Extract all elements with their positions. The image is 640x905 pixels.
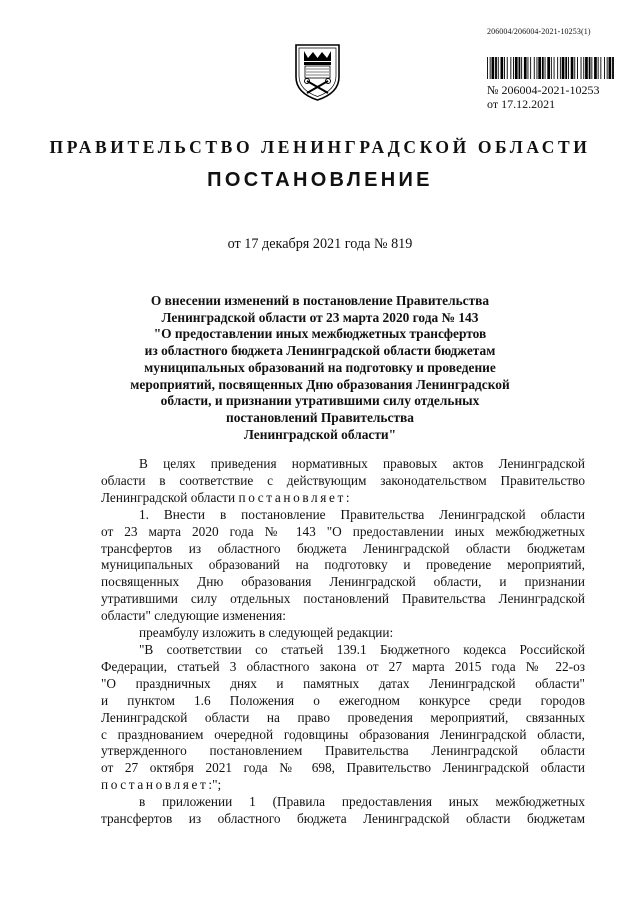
body-line: области в соответствие с действующим законодательством Правительство: [101, 472, 585, 488]
body-line: трансфертов из областного бюджета Ленинградской области бюджетам: [101, 811, 585, 827]
subject-line: постановлений Правительства: [226, 409, 414, 425]
body-line: Ленинградской области на право проведения мероприятий, связанных: [101, 709, 585, 725]
body-text: Ленинградской области: [101, 489, 239, 505]
subject-line: О внесении изменений в постановление Правительства: [150, 293, 490, 308]
document-subject: [120, 293, 520, 443]
body-line: муниципальных образований на подготовку и проведение мероприятий,: [101, 557, 585, 573]
resolution-word: постановляет: [238, 489, 346, 505]
subject-line: Ленинградской области": [243, 426, 397, 442]
document-id: 206004/206004-2021-10253(1): [487, 27, 591, 36]
government-title: ПРАВИТЕЛЬСТВО ЛЕНИНГРАДСКОЙ ОБЛАСТИ: [49, 137, 591, 157]
body-line: [101, 777, 585, 794]
subject-line: муниципальных образований на подготовку и проведение: [144, 359, 496, 375]
body-line: [101, 490, 585, 507]
body-line: утвержденного постановлением Правительства Ленинградской области: [101, 743, 585, 759]
coat-of-arms-icon: [291, 41, 344, 103]
body-line: с празднованием очередной годовщины образования Ленинградской области,: [101, 726, 585, 742]
body-line: от 23 марта 2020 года № 143 "О предоставлении иных межбюджетных: [101, 523, 585, 539]
document-body: [101, 456, 585, 828]
registration-date: от 17.12.2021: [487, 97, 556, 111]
body-line: Федерации, статьей 3 областного закона от 27 марта 2015 года № 22-оз: [101, 658, 585, 674]
body-line: "О праздничных днях и памятных датах Ленинградской области": [101, 675, 585, 691]
body-line: области" следующие изменения:: [101, 608, 286, 624]
body-line: в приложении 1 (Правила предоставления иных межбюджетных: [139, 794, 585, 810]
body-line: и пунктом 1.6 Положения о ежегодном конкурсе среди городов: [101, 692, 585, 708]
body-line: от 27 октября 2021 года № 698, Правительство Ленинградской области: [101, 760, 585, 776]
subject-line: Ленинградской области от 23 марта 2020 года № 143: [161, 309, 479, 325]
resolution-word: постановляет: [101, 777, 209, 793]
document-type-title: ПОСТАНОВЛЕНИЕ: [207, 169, 433, 191]
body-line: 1. Внести в постановление Правительства Ленинградской области: [139, 506, 585, 522]
subject-line: мероприятий, посвященных Дню образования Ленинградской: [130, 376, 510, 392]
body-line: трансфертов из областного бюджета Ленинградской области бюджетам: [101, 540, 585, 556]
registration-number: № 206004-2021-10253: [487, 83, 600, 97]
body-line: посвященных Дню образования Ленинградской области, и признании: [101, 574, 585, 590]
document-date-number: от 17 декабря 2021 года № 819: [227, 236, 413, 252]
body-line: утратившими силу отдельных постановлений Правительства Ленинградской: [101, 591, 585, 607]
subject-line: "О предоставлении иных межбюджетных трансфертов: [153, 326, 487, 342]
body-line: "В соответствии со статьей 139.1 Бюджетного кодекса Российской: [139, 641, 585, 657]
barcode: [487, 57, 615, 79]
body-line: В целях приведения нормативных правовых актов Ленинградской: [139, 456, 585, 471]
body-line: преамбулу изложить в следующей редакции:: [139, 625, 394, 641]
body-text: :";: [208, 777, 222, 793]
body-text: :: [345, 489, 350, 505]
subject-line: из областного бюджета Ленинградской области бюджетам: [144, 343, 496, 359]
subject-line: области, и признании утратившими силу отдельных: [160, 393, 480, 409]
